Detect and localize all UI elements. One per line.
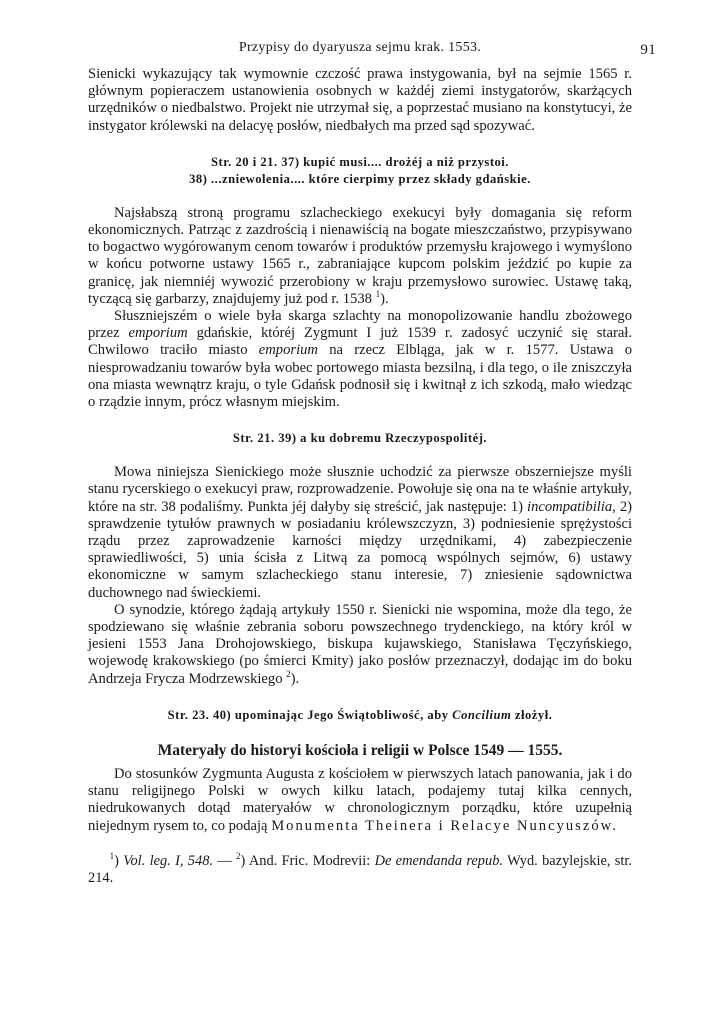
footnote-mark-2: 2 bbox=[236, 850, 241, 861]
paragraph-emporium bbox=[88, 308, 632, 411]
monumenta-spaced-text: Monumenta Theinera i Relacye Nuncyuszów. bbox=[271, 817, 618, 834]
page-header bbox=[88, 40, 656, 66]
paragraph-materials-text: Do stosunków Zygmunta Augusta z kościołem w pierwszych latach panowania, jak i do stanu religijnego Polski w owych kilku latach, podajemy tutaj kilka cennych, niedrukowanych dotąd materyałów w chronologicznym porządku, które uzupełnią niejednym rysem to, co podają bbox=[88, 765, 632, 834]
paragraph-reforms: Najsłabszą stroną programu szlacheckiego exekucyi były domagania się reform ekonomicznych. Patrząc z zazdrością i nienawiścią na bogate mieszczaństwo, przypisywano to bogactwo wygórowanym cenom towarów i produktów przemysłu krajowego i wymyślono w końcu potworne ustawy 1565 r., zabraniające kupcom polskim jeździć po kupie za granicę, jak niemniéj wywozić przerobiony w kraju przemysłowo surowiec. Ustawę taką, tyczącą się garbarzy, znajdujemy już pod r. 1538 $^1$). bbox=[88, 204, 632, 307]
paragraph-speech-text-2: , 2) sprawdzenie tytułów prawnych w posiadaniu królewszczyzn, 3) podniesienie sprężystości rządu przez zaprowadzenie karności między urzędnikami, 4) zabezpieczenie sprawiedliwości, 5) unia ścisła z Litwą za pomocą wspólnych sejmów, 6) ustawy ekonomiczne w samym szlacheckiego stanu interesie, 7) zniesienie sądownictwa duchownego nad świeckiemi. bbox=[88, 498, 632, 601]
section-heading-str-21: Str. 21. 39) a ku dobremu Rzeczypospolitéj. bbox=[232, 431, 488, 446]
footnote-2-text: And. Fric. Modrevii: bbox=[248, 852, 371, 869]
paragraph-intro: Sienicki wykazujący tak wymownie czczość prawa instygowania, był na sejmie 1565 r. głównym popieraczem ustanowienia osobnych w każdéj ziemi instygatorów, skarżących urzędników o niedbalstwo. Projekt nie utrzymał się, a poprzestać musiano na konstytucyi, że instygator królewski na delacyę posłów, niedbałych ma przed sąd spozywać. bbox=[88, 66, 632, 134]
paragraph-reforms-text: Najsłabszą stroną programu szlacheckiego exekucyi były domagania się reform ekonomicznych. Patrząc z zazdrością i nienawiścią na bogate mieszczaństwo, przypisywano to bogactwo wygórowanym cenom towarów i produktów przemysłu krajowego i wymyślono w końcu potworne ustawy 1565 r., zabraniające kupcom polskim jeździć po kupie za granicę, jak niemniéj wywozić przerobiony w kraju przemysłowo surowiec. Ustawę taką, tyczącą się garbarzy, znajdujemy już pod r. 1538 bbox=[88, 204, 632, 307]
section-heading-str-23 bbox=[88, 707, 632, 724]
running-title: Przypisy do dyaryusza sejmu krak. 1553. bbox=[238, 40, 482, 55]
page-number: 91 bbox=[640, 42, 656, 58]
emporium-term-2: emporium bbox=[258, 342, 318, 359]
section-heading-str-20-item-38: 38) ...zniewolenia.... które cierpimy przez składy gdańskie. bbox=[189, 171, 531, 186]
footnote-ref-2: 2 bbox=[286, 668, 291, 679]
chapter-subheading: Materyały do historyi kościoła i religii w Polsce 1549 — 1555. bbox=[157, 741, 563, 759]
footnotes-line: $^1$) Vol. leg. I, 548. — $^2$) And. Fric. Modrevii: De emendanda repub. Wyd. bazylejskie, str. 214. bbox=[88, 850, 632, 886]
paragraph-synod-end: . bbox=[295, 670, 300, 687]
paragraph-emporium-text-1: Słuszniejszém o wiele była skarga szlachty na monopolizowanie handlu zbożowego przez bbox=[88, 308, 632, 342]
paragraph-emporium-text-3: na rzecz Elbląga, jak w r. 1577. Ustawa o niesprowadzaniu towarów była wobec portowego miasta bezsilną, i dla tego, o ile zniszczyła ona miasta wewnątrz kraju, o tyle Gdańsk podnosił się i kwitnął z ich szkodą, mało wiedząc o rządzie innym, prócz własnym miejskim. bbox=[88, 342, 632, 411]
footnote-2-title: De emendanda repub. bbox=[374, 852, 503, 869]
paragraph-speech-text-1: Mowa niniejsza Sienickiego może słusznie uchodzić za pierwsze obszerniejsze myśli stanu rycerskiego o exekucyi praw, rozprowadzenie. Powołuje się ona na te właśnie artykuły, które na str. 38 podaliśmy. Punkta jéj dałyby się streścić, jak następuje: 1) bbox=[88, 464, 632, 515]
paragraph-emporium-text-2: gdańskie, któréj Zygmunt I już 1539 r. zadosyć uczynić się starał. Chwilowo traciło miasto bbox=[88, 325, 633, 359]
emporium-term-1: emporium bbox=[128, 325, 188, 342]
paragraph-materials bbox=[88, 766, 632, 835]
paragraph-synod-text: O synodzie, którego żądają artykuły 1550 r. Sienicki nie wspomina, może dla tego, że spodziewano się właśnie zebrania soboru powszechnego trydenckiego, na który król w jesieni 1553 Jana Drohojowskiego, biskupa kujawskiego, Stanisława Tęczyńskiego, wojewodę krakowskiego (po śmierci Kmity) jako posłów przeznaczył, dodając im do boku Andrzeja Frycza Modrzewskiego bbox=[88, 601, 632, 687]
footnote-1-text: Vol. leg. I, 548. bbox=[123, 852, 213, 869]
footnotes bbox=[88, 850, 632, 887]
footnote-2-tail: Wyd. bazylejskie, str. 214. bbox=[88, 852, 632, 886]
footnote-mark-1: 1 bbox=[109, 850, 115, 861]
paragraph-speech bbox=[88, 464, 632, 602]
footnote-ref-1: 1 bbox=[375, 288, 381, 299]
section-heading-str-20: Str. 20 i 21. 37) kupić musi.... drożéj a niż przystoi. bbox=[211, 154, 509, 169]
concilium-term: Concilium bbox=[452, 707, 512, 722]
section-heading-str-23-text: Str. 23. 40) upominając Jego Świątobliwość, aby bbox=[167, 707, 449, 722]
incompatibilia-term: incompatibilia bbox=[527, 498, 613, 515]
section-heading-str-23-end: złożył. bbox=[514, 707, 553, 722]
paragraph-synod: O synodzie, którego żądają artykuły 1550 r. Sienicki nie wspomina, może dla tego, że spodziewano się właśnie zebrania soboru powszechnego trydenckiego, na który król w jesieni 1553 Jana Drohojowskiego, biskupa kujawskiego, Stanisława Tęczyńskiego, wojewodę krakowskiego (po śmierci Kmity) jako posłów przeznaczył, dodając im do boku Andrzeja Frycza Modrzewskiego $^2$). bbox=[88, 601, 632, 687]
paragraph-reforms-end: . bbox=[384, 290, 389, 307]
footnote-separator: — bbox=[217, 852, 232, 869]
